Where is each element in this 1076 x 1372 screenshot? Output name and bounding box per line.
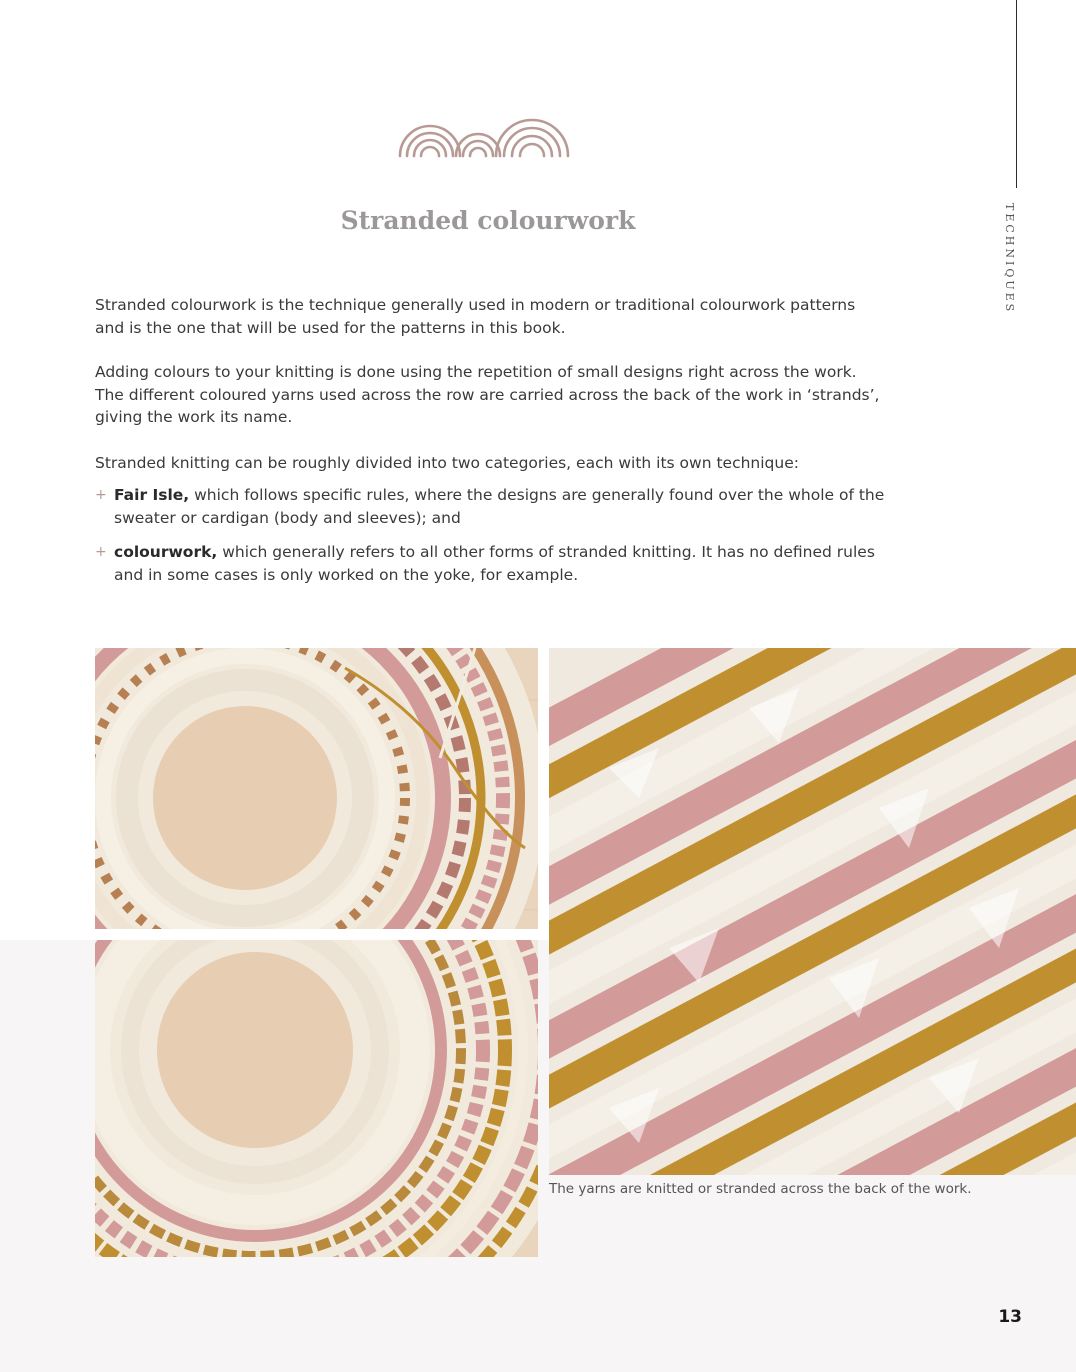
photo-stranded-closeup [549, 648, 1076, 1175]
categories-list [95, 484, 885, 598]
photo-yoke-front [95, 648, 538, 929]
list-item [95, 484, 885, 529]
side-rule [1016, 0, 1017, 188]
bullet-term: Fair Isle, [114, 486, 190, 504]
section-label: TECHNIQUES [1003, 203, 1016, 315]
paragraph-2: Adding colours to your knitting is done using the repetition of small designs right across the work. The different coloured yarns used across the row are carried across the back of the work in ‘strands’, giving the work its name. [95, 363, 880, 426]
plus-bullet-icon: + [95, 487, 107, 503]
photo-yoke-inside [95, 940, 538, 1257]
list-item [95, 541, 885, 586]
bullet-text: which generally refers to all other forms of stranded knitting. It has no defined rules and in some cases is only worked on the yoke, for example. [114, 543, 875, 584]
paragraph-3: Stranded knitting can be roughly divided into two categories, each with its own technique: [95, 454, 799, 472]
rainbow-arches-icon [398, 108, 572, 160]
paragraph-1: Stranded colourwork is the technique generally used in modern or traditional colourwork patterns and is the one that will be used for the patterns in this book. [95, 296, 856, 337]
bullet-term: colourwork, [114, 543, 218, 561]
plus-bullet-icon: + [95, 544, 107, 560]
bullet-text: which follows specific rules, where the designs are generally found over the whole of the sweater or cardigan (body and sleeves); and [114, 486, 885, 527]
page-number: 13 [998, 1307, 1022, 1327]
page-title: Stranded colourwork [340, 206, 636, 235]
photo-caption: The yarns are knitted or stranded across the back of the work. [549, 1181, 972, 1197]
